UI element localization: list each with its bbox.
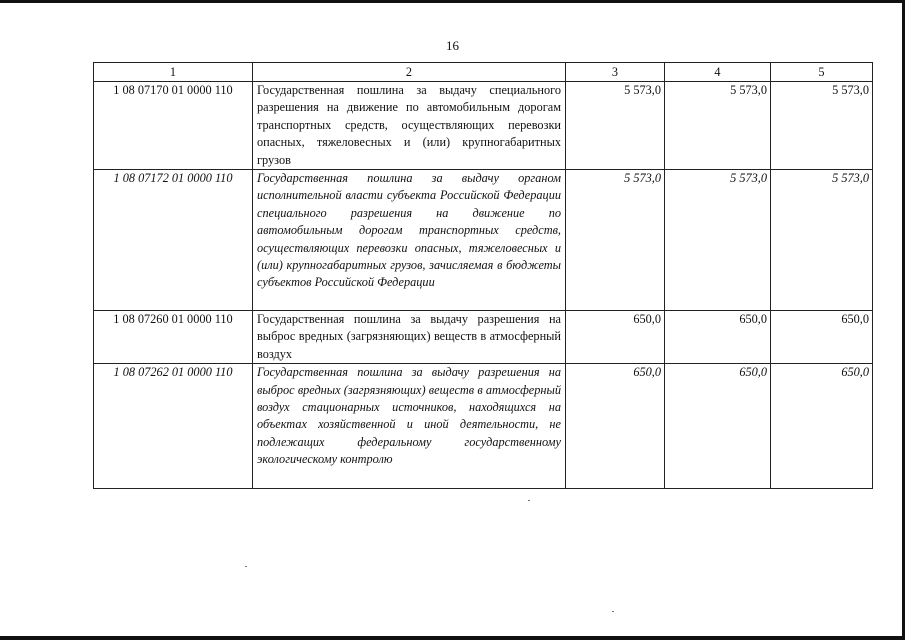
table-row [94,311,873,364]
budget-classification-code: 1 08 07262 01 0000 110 [94,364,253,489]
budget-classification-code: 1 08 07260 01 0000 110 [94,311,253,364]
table-row [94,170,873,311]
scan-speck [245,566,247,567]
amount-column-3: 650,0 [566,364,665,489]
page-number: 16 [446,38,459,53]
column-number-header: 1 [94,63,253,82]
table-row [94,364,873,489]
revenue-description: Государственная пошлина за выдачу разрешения на выброс вредных (загрязняющих) веществ в атмосферный воздух стационарных источников, находящихся на объектах хозяйственной и иной деятельности, не подлежащих федеральному государственному экологическому контролю [253,364,566,489]
amount-column-4: 5 573,0 [665,82,771,170]
column-number-header: 4 [665,63,771,82]
amount-column-3: 5 573,0 [566,170,665,311]
table-row [94,82,873,170]
column-number-header: 3 [566,63,665,82]
scan-speck [612,611,614,612]
amount-column-5: 5 573,0 [771,82,873,170]
amount-column-3: 650,0 [566,311,665,364]
budget-classification-code: 1 08 07172 01 0000 110 [94,170,253,311]
amount-column-3: 5 573,0 [566,82,665,170]
column-number-header-row [94,63,873,82]
scan-border-bottom [0,636,905,640]
revenue-description: Государственная пошлина за выдачу разрешения на выброс вредных (загрязняющих) веществ в атмосферный воздух [253,311,566,364]
amount-column-4: 5 573,0 [665,170,771,311]
scan-border-top [0,0,905,3]
budget-classification-code: 1 08 07170 01 0000 110 [94,82,253,170]
scan-speck [528,500,530,501]
revenue-description: Государственная пошлина за выдачу специального разрешения на движение по автомобильным дорогам транспортных средств, осуществляющих перевозки опасных, тяжеловесных и (или) крупногабаритных грузов [253,82,566,170]
revenue-description: Государственная пошлина за выдачу органом исполнительной власти субъекта Российской Федерации специального разрешения на движение по автомобильным дорогам транспортных средств, осуществляющих перевозки опасных, тяжеловесных и (или) крупногабаритных грузов, зачисляемая в бюджеты субъектов Российской Федерации [253,170,566,311]
amount-column-5: 650,0 [771,364,873,489]
column-number-header: 2 [253,63,566,82]
column-number-header: 5 [771,63,873,82]
amount-column-5: 650,0 [771,311,873,364]
amount-column-5: 5 573,0 [771,170,873,311]
amount-column-4: 650,0 [665,364,771,489]
amount-column-4: 650,0 [665,311,771,364]
budget-revenue-table [93,62,873,489]
